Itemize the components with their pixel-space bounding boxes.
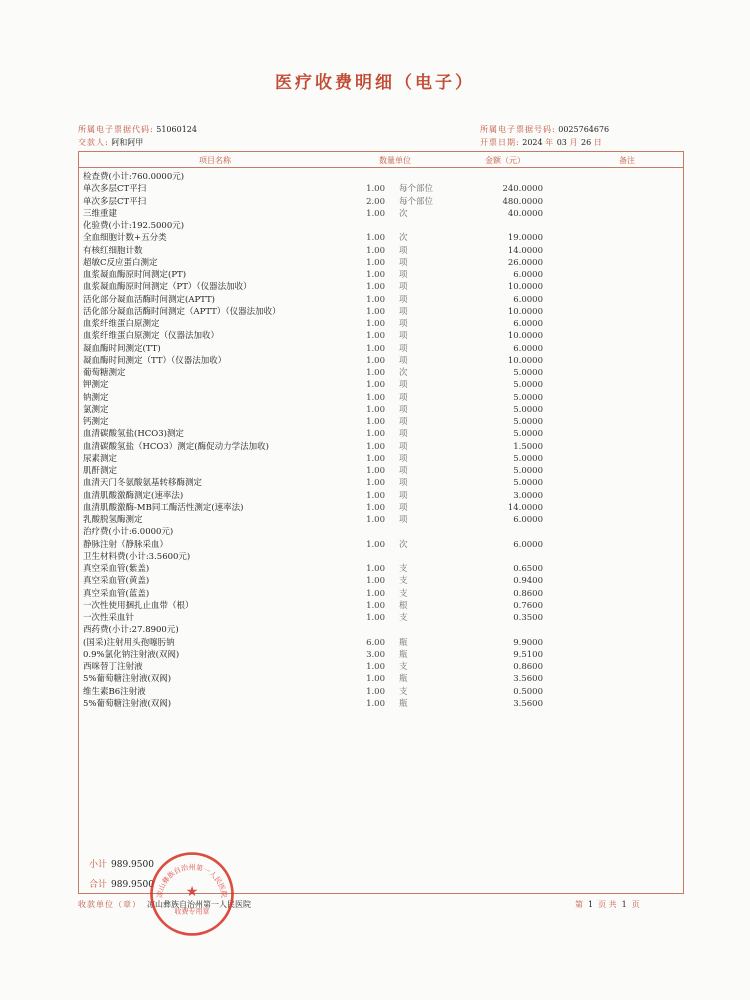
item-amount: 0.9400 xyxy=(513,576,543,587)
item-unit: 项 xyxy=(399,392,408,403)
item-amount: 14.0000 xyxy=(507,502,543,513)
item-name: 一次性使用捆扎止血带（根） xyxy=(83,600,194,611)
item-unit: 项 xyxy=(399,453,408,464)
table-row xyxy=(83,392,683,404)
item-unit: 项 xyxy=(399,417,408,427)
invoice-number: 所属电子票据号码: 0025764676 xyxy=(480,125,610,134)
item-quantity: 1.00 xyxy=(366,600,385,611)
table-row xyxy=(83,441,683,453)
item-name: 血浆凝血酶原时间测定(PT) xyxy=(83,270,187,280)
item-name: (国采)注射用头孢噻肟钠 xyxy=(83,637,175,648)
item-quantity: 1.00 xyxy=(366,233,385,244)
item-amount: 10.0000 xyxy=(507,331,543,342)
item-name: 血浆纤维蛋白原测定（仪器法加收） xyxy=(83,331,220,342)
item-unit: 支 xyxy=(399,588,408,599)
table-row xyxy=(83,343,683,355)
item-amount: 6.0000 xyxy=(513,343,543,354)
item-quantity: 1.00 xyxy=(366,698,385,709)
table-row xyxy=(83,294,683,306)
item-name: 葡萄糖测定 xyxy=(83,368,126,378)
item-amount: 6.0000 xyxy=(513,319,543,329)
item-amount: 5.0000 xyxy=(513,478,543,489)
item-quantity: 1.00 xyxy=(366,392,385,403)
item-unit: 瓶 xyxy=(399,637,408,648)
category-row xyxy=(83,526,683,538)
table-row xyxy=(83,612,683,624)
item-unit: 项 xyxy=(399,441,408,452)
table-row xyxy=(83,281,683,293)
item-unit: 项 xyxy=(399,355,408,366)
item-name: 活化部分凝血活酶时间测定(APTT) xyxy=(83,294,215,305)
item-quantity: 1.00 xyxy=(366,306,385,317)
item-name: 钙测定 xyxy=(83,417,109,427)
item-unit: 次 xyxy=(399,233,408,244)
payer: 交款人: 阿和阿甲 xyxy=(78,138,144,147)
item-quantity: 1.00 xyxy=(366,662,385,672)
table-row xyxy=(83,196,683,208)
item-quantity: 1.00 xyxy=(366,294,385,305)
item-unit: 项 xyxy=(399,515,408,525)
svg-text:凉山彝族自治州第一人民医院: 凉山彝族自治州第一人民医院 xyxy=(154,862,230,899)
table-row xyxy=(83,269,683,281)
item-amount: 10.0000 xyxy=(507,282,543,293)
item-unit: 支 xyxy=(399,564,408,574)
item-amount: 3.5600 xyxy=(513,698,543,709)
item-name: 真空采血管(蓝盖) xyxy=(83,588,150,599)
item-amount: 5.0000 xyxy=(513,380,543,391)
table-row xyxy=(83,404,683,416)
item-unit: 项 xyxy=(399,331,408,342)
item-unit: 项 xyxy=(399,466,408,476)
item-amount: 6.0000 xyxy=(513,539,543,550)
table-row xyxy=(83,588,683,600)
item-name: 维生素B6注射液 xyxy=(83,686,146,697)
table-row xyxy=(83,673,683,685)
item-amount: 5.0000 xyxy=(513,453,543,464)
item-name: 血清碳酸氢盐(HCO3)测定 xyxy=(83,429,184,440)
item-quantity: 1.00 xyxy=(366,686,385,697)
item-quantity: 2.00 xyxy=(366,196,385,207)
item-amount: 9.5100 xyxy=(513,649,543,660)
item-amount: 0.8600 xyxy=(513,662,543,672)
item-name: 血清碳酸氢盐（HCO3）测定(酶促动力学法加收) xyxy=(83,441,269,452)
item-quantity: 1.00 xyxy=(366,184,385,195)
item-name: 有核红细胞计数 xyxy=(83,245,143,256)
table-row xyxy=(83,367,683,379)
item-name: 5%葡萄糖注射液(双阀) xyxy=(83,698,172,709)
column-header-qty-unit: 数量单位 xyxy=(379,156,411,165)
item-amount: 0.3500 xyxy=(513,613,543,623)
item-name: 真空采血管(黄盖) xyxy=(83,576,150,587)
item-name: 全血细胞计数+五分类 xyxy=(83,233,167,244)
table-row xyxy=(83,575,683,587)
item-unit: 项 xyxy=(399,282,408,293)
item-amount: 240.0000 xyxy=(502,184,543,195)
table-row xyxy=(83,318,683,330)
table-row xyxy=(83,637,683,649)
item-quantity: 1.00 xyxy=(366,208,385,219)
item-unit: 项 xyxy=(399,380,408,391)
item-amount: 0.6500 xyxy=(513,564,543,574)
item-quantity: 1.00 xyxy=(366,417,385,427)
svg-text:收费专用章: 收费专用章 xyxy=(174,906,210,916)
subtotal: 小计 989.9500 xyxy=(89,860,154,870)
item-amount: 10.0000 xyxy=(507,355,543,366)
item-amount: 9.9000 xyxy=(513,637,543,648)
item-name: 单次多层CT平扫 xyxy=(83,196,147,207)
item-name: 三维重建 xyxy=(83,208,118,219)
table-row xyxy=(83,539,683,551)
item-amount: 5.0000 xyxy=(513,466,543,476)
item-name: 西咪替丁注射液 xyxy=(83,662,143,672)
table-row xyxy=(83,502,683,514)
item-quantity: 1.00 xyxy=(366,515,385,525)
item-unit: 项 xyxy=(399,245,408,256)
column-header-name: 项目名称 xyxy=(199,156,231,165)
item-quantity: 1.00 xyxy=(366,576,385,587)
item-quantity: 1.00 xyxy=(366,490,385,501)
invoice-code: 所属电子票据代码: 51060124 xyxy=(78,125,197,134)
item-name: 血清天门冬氨酸氨基转移酶测定 xyxy=(83,478,203,489)
table-row xyxy=(83,600,683,612)
item-quantity: 1.00 xyxy=(366,466,385,476)
item-unit: 项 xyxy=(399,270,408,280)
item-unit: 项 xyxy=(399,502,408,513)
item-amount: 26.0000 xyxy=(507,257,543,268)
item-quantity: 1.00 xyxy=(366,441,385,452)
item-unit: 项 xyxy=(399,294,408,305)
category-row xyxy=(83,624,683,636)
item-quantity: 1.00 xyxy=(366,257,385,268)
item-amount: 14.0000 xyxy=(507,245,543,256)
item-quantity: 1.00 xyxy=(366,502,385,513)
item-name: 0.9%氯化钠注射液(双阀) xyxy=(83,649,180,660)
item-unit: 项 xyxy=(399,343,408,354)
item-quantity: 1.00 xyxy=(366,355,385,366)
item-amount: 40.0000 xyxy=(507,208,543,219)
item-amount: 5.0000 xyxy=(513,429,543,440)
item-amount: 5.0000 xyxy=(513,368,543,378)
item-amount: 6.0000 xyxy=(513,270,543,280)
table-header xyxy=(79,152,683,168)
table-row xyxy=(83,477,683,489)
item-name: 西药费(小计:27.8900元) xyxy=(83,625,179,636)
item-name: 治疗费(小计:6.0000元) xyxy=(83,527,174,538)
item-quantity: 1.00 xyxy=(366,588,385,599)
item-name: 超敏C反应蛋白测定 xyxy=(83,257,158,268)
item-name: 凝血酶时间测定(TT) xyxy=(83,343,161,354)
official-seal xyxy=(148,850,236,938)
item-name: 真空采血管(紫盖) xyxy=(83,564,150,574)
item-amount: 3.0000 xyxy=(513,490,543,501)
item-name: 尿素测定 xyxy=(83,453,118,464)
item-quantity: 1.00 xyxy=(366,368,385,378)
item-unit: 项 xyxy=(399,490,408,501)
item-name: 氯测定 xyxy=(83,404,109,415)
item-quantity: 1.00 xyxy=(366,404,385,415)
table-row xyxy=(83,563,683,575)
item-amount: 6.0000 xyxy=(513,294,543,305)
item-quantity: 1.00 xyxy=(366,343,385,354)
column-header-note: 备注 xyxy=(619,156,635,165)
item-name: 钾测定 xyxy=(83,380,109,391)
item-quantity: 1.00 xyxy=(366,245,385,256)
item-unit: 每个部位 xyxy=(399,196,434,207)
table-row xyxy=(83,306,683,318)
item-quantity: 1.00 xyxy=(366,380,385,391)
item-quantity: 1.00 xyxy=(366,319,385,329)
page-indicator: 第 1 页 共 1 页 xyxy=(575,900,640,909)
table-row xyxy=(83,453,683,465)
item-unit: 瓶 xyxy=(399,698,408,709)
item-unit: 次 xyxy=(399,208,408,219)
item-quantity: 1.00 xyxy=(366,282,385,293)
item-name: 静脉注射（静脉采血） xyxy=(83,539,169,550)
table-row xyxy=(83,490,683,502)
page-title: 医疗收费明细（电子） xyxy=(275,73,475,93)
item-quantity: 1.00 xyxy=(366,564,385,574)
item-quantity: 1.00 xyxy=(366,270,385,280)
item-quantity: 1.00 xyxy=(366,613,385,623)
issuer: 收款单位（章） 凉山彝族自治州第一人民医院 xyxy=(78,900,251,909)
item-amount: 19.0000 xyxy=(507,233,543,244)
table-row xyxy=(83,183,683,195)
item-quantity: 1.00 xyxy=(366,453,385,464)
item-unit: 次 xyxy=(399,368,408,378)
item-unit: 根 xyxy=(399,600,408,611)
item-name: 肌酐测定 xyxy=(83,466,118,476)
item-unit: 支 xyxy=(399,686,408,697)
item-amount: 5.0000 xyxy=(513,404,543,415)
item-name: 血清肌酸激酶-MB同工酶活性测定(速率法) xyxy=(83,502,244,513)
item-name: 钠测定 xyxy=(83,392,109,403)
item-name: 卫生材料费(小计:3.5600元) xyxy=(83,551,191,562)
item-unit: 项 xyxy=(399,306,408,317)
item-name: 化验费(小计:192.5000元) xyxy=(83,221,185,231)
item-quantity: 6.00 xyxy=(366,637,385,648)
table-row xyxy=(83,428,683,440)
item-amount: 1.5000 xyxy=(513,441,543,452)
table-row xyxy=(83,330,683,342)
item-quantity: 1.00 xyxy=(366,429,385,440)
item-unit: 项 xyxy=(399,319,408,329)
item-unit: 支 xyxy=(399,576,408,587)
item-unit: 瓶 xyxy=(399,674,408,685)
item-unit: 瓶 xyxy=(399,649,408,660)
details-table xyxy=(78,151,684,894)
item-name: 活化部分凝血活酶时间测定（APTT）（仪器法加收） xyxy=(83,306,281,317)
item-name: 凝血酶时间测定（TT）（仪器法加收） xyxy=(83,355,227,366)
item-unit: 项 xyxy=(399,257,408,268)
table-row xyxy=(83,208,683,220)
item-name: 检查费(小计:760.0000元) xyxy=(83,172,185,182)
table-row xyxy=(83,514,683,526)
item-unit: 项 xyxy=(399,478,408,489)
item-unit: 次 xyxy=(399,539,408,550)
item-unit: 项 xyxy=(399,429,408,440)
item-amount: 0.5000 xyxy=(513,686,543,697)
item-quantity: 1.00 xyxy=(366,478,385,489)
category-row xyxy=(83,171,683,183)
svg-text:★: ★ xyxy=(185,883,199,900)
grand-total: 合计 989.9500 xyxy=(89,880,154,890)
item-amount: 5.0000 xyxy=(513,392,543,403)
item-name: 一次性采血针 xyxy=(83,613,135,623)
item-unit: 项 xyxy=(399,404,408,415)
item-name: 血清肌酸激酶测定(速率法) xyxy=(83,490,184,501)
item-unit: 支 xyxy=(399,662,408,672)
table-row xyxy=(83,355,683,367)
table-row xyxy=(83,686,683,698)
item-quantity: 1.00 xyxy=(366,539,385,550)
item-name: 5%葡萄糖注射液(双阀) xyxy=(83,674,172,685)
table-row xyxy=(83,661,683,673)
table-row xyxy=(83,379,683,391)
item-amount: 6.0000 xyxy=(513,515,543,525)
item-amount: 0.7600 xyxy=(513,600,543,611)
table-row xyxy=(83,416,683,428)
item-name: 血浆凝血酶原时间测定（PT）（仪器法加收） xyxy=(83,282,252,293)
item-unit: 每个部位 xyxy=(399,184,434,195)
table-row xyxy=(83,465,683,477)
item-name: 单次多层CT平扫 xyxy=(83,184,147,195)
issue-date: 开票日期: 2024 年 03 月 26 日 xyxy=(480,138,603,147)
column-header-amount: 金额（元） xyxy=(485,156,525,165)
item-name: 乳酸脱氢酶测定 xyxy=(83,515,143,525)
item-quantity: 1.00 xyxy=(366,674,385,685)
category-row xyxy=(83,551,683,563)
item-name: 血浆纤维蛋白原测定 xyxy=(83,319,160,329)
table-row xyxy=(83,698,683,710)
item-amount: 480.0000 xyxy=(502,196,543,207)
item-amount: 3.5600 xyxy=(513,674,543,685)
item-unit: 支 xyxy=(399,613,408,623)
category-row xyxy=(83,220,683,232)
item-amount: 0.8600 xyxy=(513,588,543,599)
table-row xyxy=(83,257,683,269)
item-quantity: 3.00 xyxy=(366,649,385,660)
table-body xyxy=(83,171,683,710)
item-amount: 5.0000 xyxy=(513,417,543,427)
item-amount: 10.0000 xyxy=(507,306,543,317)
table-row xyxy=(83,245,683,257)
table-row xyxy=(83,649,683,661)
item-quantity: 1.00 xyxy=(366,331,385,342)
table-row xyxy=(83,232,683,244)
